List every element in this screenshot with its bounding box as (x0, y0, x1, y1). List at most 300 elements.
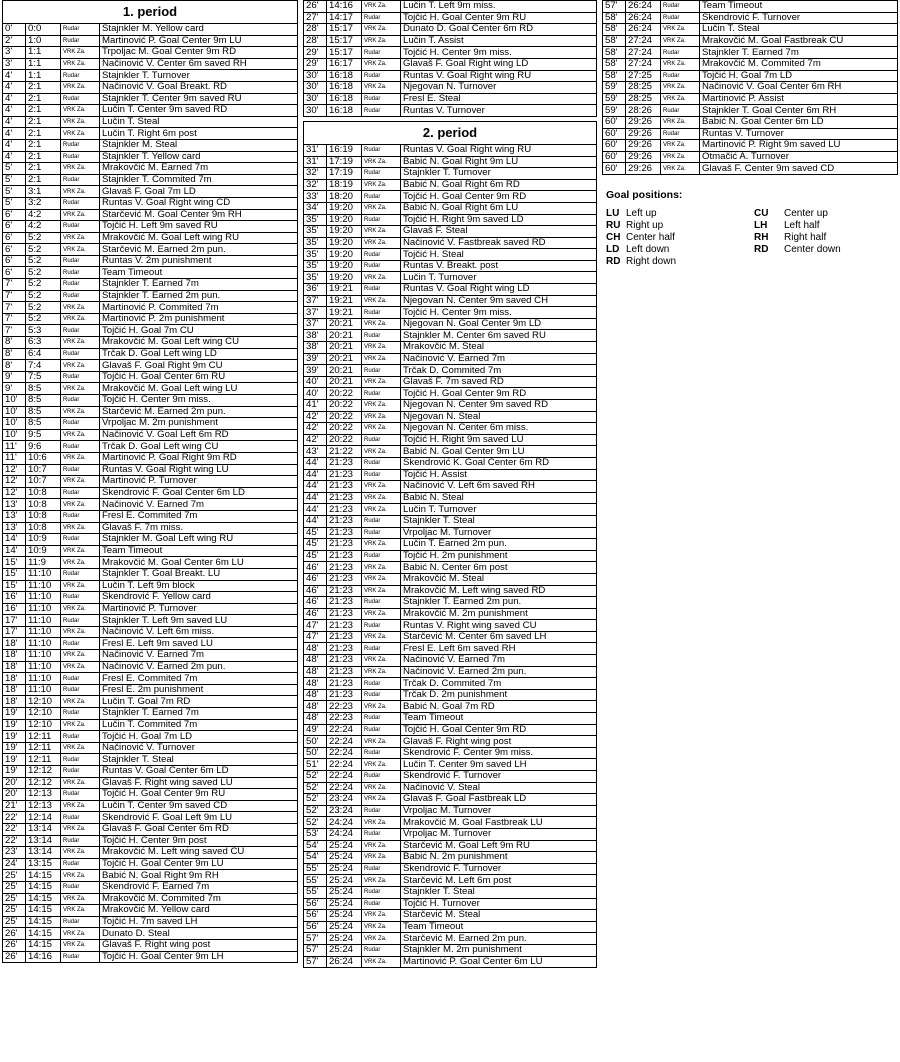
event-team: Rudar (362, 863, 401, 875)
event-minute: 27' (304, 12, 327, 24)
event-score: 7:5 (26, 371, 61, 383)
event-score: 12:11 (26, 754, 61, 766)
event-team: Rudar (61, 951, 100, 963)
event-team: VRK Za. (362, 411, 401, 423)
event-score: 14:16 (26, 951, 61, 963)
event-row (3, 615, 298, 627)
event-description: Runtas V. Right wing saved CU (401, 620, 597, 632)
event-row (3, 313, 298, 325)
event-description: Tojčić H. Goal Center 9m LU (100, 858, 298, 870)
event-description: Lučin T. Earned 2m pun. (401, 539, 597, 551)
event-team: VRK Za. (61, 429, 100, 441)
event-row (3, 928, 298, 940)
event-team: VRK Za. (61, 847, 100, 859)
event-description: Tojčić H. Center 9m miss. (401, 307, 597, 319)
event-row (3, 197, 298, 209)
event-team: VRK Za. (362, 376, 401, 388)
event-team: VRK Za. (362, 666, 401, 678)
event-description: Načinović V. Earned 7m (401, 655, 597, 667)
event-description: Team Timeout (401, 921, 597, 933)
event-minute: 38' (304, 330, 327, 342)
event-minute: 48' (304, 689, 327, 701)
event-description: Njegovan N. Center 6m miss. (401, 423, 597, 435)
event-row (603, 58, 898, 70)
event-description: Stajnkler T. Commited 7m (100, 174, 298, 186)
event-score: 25:24 (327, 944, 362, 956)
event-row (3, 452, 298, 464)
event-description: Načinović V. Center 6m saved RH (100, 58, 298, 70)
event-team: VRK Za. (61, 777, 100, 789)
event-score: 15:17 (327, 35, 362, 47)
event-description: Runtas V. Goal Right wing CD (100, 197, 298, 209)
event-description: Tojčić H. Goal Center 9m RD (401, 388, 597, 400)
event-row (3, 858, 298, 870)
event-minute: 19' (3, 754, 26, 766)
event-team: Rudar (61, 615, 100, 627)
event-team: Rudar (362, 597, 401, 609)
event-team: VRK Za. (362, 446, 401, 458)
event-score: 12:13 (26, 789, 61, 801)
event-team: VRK Za. (362, 179, 401, 191)
event-row (304, 70, 597, 82)
event-team: VRK Za. (61, 928, 100, 940)
event-row (3, 603, 298, 615)
legend-code: RU (606, 219, 621, 231)
event-minute: 55' (304, 886, 327, 898)
event-minute: 4' (3, 70, 26, 82)
event-team: VRK Za. (61, 800, 100, 812)
event-team: VRK Za. (362, 608, 401, 620)
event-score: 12:12 (26, 777, 61, 789)
event-minute: 49' (304, 724, 327, 736)
event-description: Tojčić H. Goal Center 9m RD (401, 724, 597, 736)
event-description: Stajnkler T. Earned 2m pun. (100, 290, 298, 302)
event-row (3, 800, 298, 812)
event-description: Skendrović K. Goal Center 6m RD (401, 457, 597, 469)
event-row (3, 522, 298, 534)
event-minute: 9' (3, 383, 26, 395)
event-score: 20:21 (327, 342, 362, 354)
event-row (3, 337, 298, 349)
event-minute: 19' (3, 731, 26, 743)
event-minute: 13' (3, 510, 26, 522)
event-team: Rudar (61, 673, 100, 685)
event-row (3, 325, 298, 337)
event-row (3, 348, 298, 360)
event-minute: 3' (3, 47, 26, 59)
event-score: 1:1 (26, 47, 61, 59)
event-minute: 30' (304, 82, 327, 94)
event-score: 1:1 (26, 70, 61, 82)
event-team: Rudar (61, 221, 100, 233)
event-minute: 22' (3, 812, 26, 824)
event-description: Glavaš F. Right wing saved LU (100, 777, 298, 789)
event-team: VRK Za. (362, 794, 401, 806)
event-row (304, 608, 597, 620)
event-row (3, 395, 298, 407)
event-team: VRK Za. (362, 562, 401, 574)
event-row (3, 476, 298, 488)
event-row (304, 550, 597, 562)
event-row (603, 35, 898, 47)
event-row (3, 580, 298, 592)
event-score: 10:8 (26, 522, 61, 534)
event-score: 2:1 (26, 81, 61, 93)
event-team: VRK Za. (61, 105, 100, 117)
event-score: 25:24 (327, 875, 362, 887)
event-score: 21:23 (327, 562, 362, 574)
event-team: Rudar (362, 469, 401, 481)
event-description: Stajnkler M. 2m punishment (401, 944, 597, 956)
event-minute: 46' (304, 597, 327, 609)
event-team: VRK Za. (61, 893, 100, 905)
event-score: 19:21 (327, 307, 362, 319)
event-row (304, 631, 597, 643)
event-minute: 18' (3, 673, 26, 685)
event-minute: 30' (304, 105, 327, 117)
event-team: Rudar (661, 105, 700, 117)
legend-title: Goal positions: (606, 188, 683, 201)
event-description: Mrakovčić M. Steal (401, 573, 597, 585)
event-row (304, 910, 597, 922)
event-row (304, 759, 597, 771)
event-minute: 54' (304, 852, 327, 864)
event-team: Rudar (61, 93, 100, 105)
event-description: Vrpoljac M. Turnover (401, 828, 597, 840)
event-team: Rudar (61, 592, 100, 604)
event-description: Trčak D. Commited 7m (401, 365, 597, 377)
event-description: Vrpoljac M. 2m punishment (100, 418, 298, 430)
event-team: VRK Za. (61, 939, 100, 951)
event-row (304, 214, 597, 226)
event-minute: 30' (304, 70, 327, 82)
event-row (304, 921, 597, 933)
event-row (603, 70, 898, 82)
event-row (3, 209, 298, 221)
event-minute: 24' (3, 858, 26, 870)
event-row (304, 852, 597, 864)
legend-label: Center down (784, 243, 841, 255)
event-minute: 16' (3, 592, 26, 604)
event-description: Lučin T. Goal 7m RD (100, 696, 298, 708)
event-score: 2:1 (26, 105, 61, 117)
event-minute: 6' (3, 267, 26, 279)
legend-label: Left up (626, 207, 657, 219)
legend-code: RH (754, 231, 769, 243)
event-description: Trpoljac M. Goal Center 9m RD (100, 47, 298, 59)
event-row (304, 573, 597, 585)
event-team: Rudar (61, 139, 100, 151)
event-description: Lučin T. Center 9m saved RD (100, 105, 298, 117)
event-score: 25:24 (327, 933, 362, 945)
event-team: VRK Za. (61, 557, 100, 569)
event-row (3, 24, 298, 36)
event-row (304, 805, 597, 817)
event-score: 10:8 (26, 510, 61, 522)
event-minute: 46' (304, 562, 327, 574)
event-row (3, 684, 298, 696)
event-minute: 28' (304, 35, 327, 47)
event-score: 5:2 (26, 244, 61, 256)
event-description: Runtas V. Goal Right wing RU (401, 144, 597, 156)
event-row (3, 499, 298, 511)
event-description: Mrakovčić M. Goal Fastbreak CU (700, 35, 898, 47)
event-row (304, 446, 597, 458)
event-minute: 51' (304, 759, 327, 771)
event-minute: 2' (3, 35, 26, 47)
event-team: VRK Za. (661, 163, 700, 175)
event-team: Rudar (362, 105, 401, 117)
event-row (304, 886, 597, 898)
event-score: 13:14 (26, 823, 61, 835)
event-minute: 42' (304, 423, 327, 435)
event-minute: 60' (603, 151, 626, 163)
event-team: VRK Za. (362, 655, 401, 667)
event-minute: 58' (603, 70, 626, 82)
event-score: 11:10 (26, 626, 61, 638)
event-description: Tojčić H. Center 9m miss. (401, 47, 597, 59)
legend-code: LD (606, 243, 620, 255)
event-score: 15:17 (327, 24, 362, 36)
event-minute: 58' (603, 58, 626, 70)
event-row (304, 701, 597, 713)
event-row (304, 249, 597, 261)
event-description: Martinović P. Turnover (100, 603, 298, 615)
event-score: 12:11 (26, 731, 61, 743)
event-score: 10:8 (26, 487, 61, 499)
goal-positions-legend (602, 189, 898, 267)
event-team: VRK Za. (362, 342, 401, 354)
event-row (304, 562, 597, 574)
event-minute: 4' (3, 128, 26, 140)
event-score: 16:18 (327, 105, 362, 117)
event-minute: 19' (3, 766, 26, 778)
event-team: Rudar (362, 805, 401, 817)
event-team: Rudar (61, 418, 100, 430)
event-minute: 41' (304, 400, 327, 412)
event-description: Tojčić H. Goal 7m CU (100, 325, 298, 337)
event-description: Skendrović F. Earned 7m (100, 881, 298, 893)
event-description: Stajnkler T. Goal Center 6m RH (700, 105, 898, 117)
event-row (603, 151, 898, 163)
event-minute: 48' (304, 701, 327, 713)
event-description: Starčević M. Goal Left 9m RU (401, 840, 597, 852)
event-score: 28:25 (626, 93, 661, 105)
event-score: 27:24 (626, 35, 661, 47)
event-description: Starčević M. Earned 2m pun. (100, 244, 298, 256)
event-description: Runtas V. Goal Right wing RU (401, 70, 597, 82)
event-team: Rudar (362, 388, 401, 400)
event-row (304, 434, 597, 446)
event-description: Glavaš F. Center 9m saved CD (700, 163, 898, 175)
event-team: VRK Za. (61, 58, 100, 70)
event-minute: 52' (304, 771, 327, 783)
event-score: 14:15 (26, 893, 61, 905)
event-team: Rudar (61, 267, 100, 279)
event-team: VRK Za. (61, 360, 100, 372)
event-score: 19:20 (327, 260, 362, 272)
event-description: Lučin T. Center 9m saved LH (401, 759, 597, 771)
event-description: Stajnkler T. Yellow card (100, 151, 298, 163)
event-team: Rudar (362, 434, 401, 446)
event-description: Team Timeout (100, 545, 298, 557)
event-score: 5:2 (26, 302, 61, 314)
event-description: Tojčić H. Right 9m saved LU (401, 434, 597, 446)
event-row (3, 673, 298, 685)
event-score: 20:21 (327, 330, 362, 342)
event-row (3, 870, 298, 882)
event-score: 19:21 (327, 284, 362, 296)
event-row (3, 93, 298, 105)
event-minute: 57' (304, 933, 327, 945)
event-description: Starčević M. Steal (401, 910, 597, 922)
event-row (304, 515, 597, 527)
event-description: Stajnkler T. Turnover (100, 70, 298, 82)
event-team: Rudar (362, 307, 401, 319)
event-team: VRK Za. (661, 93, 700, 105)
event-description: Team Timeout (401, 713, 597, 725)
event-description: Glavaš F. Goal Right 9m CU (100, 360, 298, 372)
event-row (3, 835, 298, 847)
event-team: Rudar (661, 70, 700, 82)
event-score: 26:24 (626, 24, 661, 36)
event-minute: 35' (304, 249, 327, 261)
event-score: 10:9 (26, 534, 61, 546)
event-minute: 30' (304, 93, 327, 105)
event-minute: 46' (304, 585, 327, 597)
event-score: 12:13 (26, 800, 61, 812)
event-row (304, 794, 597, 806)
event-score: 10:7 (26, 464, 61, 476)
event-score: 1:1 (26, 58, 61, 70)
event-row (304, 1, 597, 13)
event-minute: 7' (3, 325, 26, 337)
event-row (3, 267, 298, 279)
event-team: Rudar (362, 284, 401, 296)
event-description: Stajnkler M. Steal (100, 139, 298, 151)
event-team: Rudar (61, 754, 100, 766)
event-team: Rudar (362, 168, 401, 180)
event-team: VRK Za. (61, 499, 100, 511)
event-row (304, 423, 597, 435)
event-minute: 18' (3, 650, 26, 662)
event-team: VRK Za. (362, 631, 401, 643)
event-score: 14:15 (26, 928, 61, 940)
event-row (304, 771, 597, 783)
event-score: 5:2 (26, 267, 61, 279)
event-description: Babić N. Goal Center 9m LU (401, 446, 597, 458)
event-row (3, 534, 298, 546)
event-score: 3:1 (26, 186, 61, 198)
event-row (603, 163, 898, 175)
event-team: VRK Za. (362, 933, 401, 945)
event-score: 11:10 (26, 568, 61, 580)
event-team: VRK Za. (61, 81, 100, 93)
event-team: Rudar (362, 747, 401, 759)
event-row (3, 383, 298, 395)
event-description: Martinović P. Turnover (100, 476, 298, 488)
event-team: Rudar (61, 534, 100, 546)
event-score: 21:23 (327, 666, 362, 678)
event-row (3, 302, 298, 314)
event-row (3, 371, 298, 383)
event-minute: 18' (3, 696, 26, 708)
event-description: Mrakovčić M. Goal Left wing RU (100, 232, 298, 244)
event-score: 19:20 (327, 237, 362, 249)
event-minute: 6' (3, 232, 26, 244)
event-row (304, 724, 597, 736)
event-team: VRK Za. (362, 35, 401, 47)
event-row (304, 284, 597, 296)
event-description: Skendrović F. Turnover (401, 771, 597, 783)
event-minute: 56' (304, 910, 327, 922)
event-team: VRK Za. (362, 759, 401, 771)
event-description: Mrakovčić M. Goal Left wing CU (100, 337, 298, 349)
event-score: 5:2 (26, 232, 61, 244)
event-team: VRK Za. (61, 383, 100, 395)
event-team: VRK Za. (362, 921, 401, 933)
legend-code: LU (606, 207, 620, 219)
event-team: VRK Za. (362, 840, 401, 852)
event-description: Tojčić H. Goal Center 9m RU (100, 789, 298, 801)
event-team: Rudar (61, 731, 100, 743)
event-score: 25:24 (327, 886, 362, 898)
event-description: Tojčić H. Right 9m saved LD (401, 214, 597, 226)
event-minute: 59' (603, 105, 626, 117)
event-score: 19:20 (327, 272, 362, 284)
event-description: Martinović P. Right 9m saved LU (700, 140, 898, 152)
event-minute: 8' (3, 348, 26, 360)
event-description: Tojčić H. Goal Center 6m RU (100, 371, 298, 383)
event-score: 22:24 (327, 771, 362, 783)
event-minute: 32' (304, 179, 327, 191)
event-team: Rudar (61, 858, 100, 870)
legend-label: Right up (626, 219, 664, 231)
event-row (3, 812, 298, 824)
event-minute: 22' (3, 823, 26, 835)
event-score: 14:17 (327, 12, 362, 24)
event-description: Trčak D. Goal Left wing LD (100, 348, 298, 360)
event-row (3, 708, 298, 720)
event-team: VRK Za. (61, 870, 100, 882)
event-row (3, 661, 298, 673)
event-row (304, 585, 597, 597)
event-minute: 8' (3, 337, 26, 349)
event-score: 20:22 (327, 411, 362, 423)
event-description: Tojčić H. Left 9m saved RU (100, 221, 298, 233)
event-minute: 6' (3, 244, 26, 256)
event-minute: 39' (304, 353, 327, 365)
event-row (3, 592, 298, 604)
event-score: 19:20 (327, 249, 362, 261)
event-team: VRK Za. (61, 47, 100, 59)
event-minute: 25' (3, 916, 26, 928)
event-minute: 59' (603, 93, 626, 105)
event-minute: 38' (304, 342, 327, 354)
event-score: 14:15 (26, 881, 61, 893)
event-minute: 57' (304, 944, 327, 956)
event-team: VRK Za. (362, 852, 401, 864)
event-description: Starčević M. Earned 2m pun. (100, 406, 298, 418)
event-description: Skendrović F. Center 9m miss. (401, 747, 597, 759)
event-score: 15:17 (327, 47, 362, 59)
event-description: Mrakovčić M. Commited 7m (700, 58, 898, 70)
event-team: Rudar (61, 24, 100, 36)
event-team: VRK Za. (362, 423, 401, 435)
event-minute: 44' (304, 504, 327, 516)
event-minute: 7' (3, 313, 26, 325)
event-description: Tojčić H. Steal (401, 249, 597, 261)
